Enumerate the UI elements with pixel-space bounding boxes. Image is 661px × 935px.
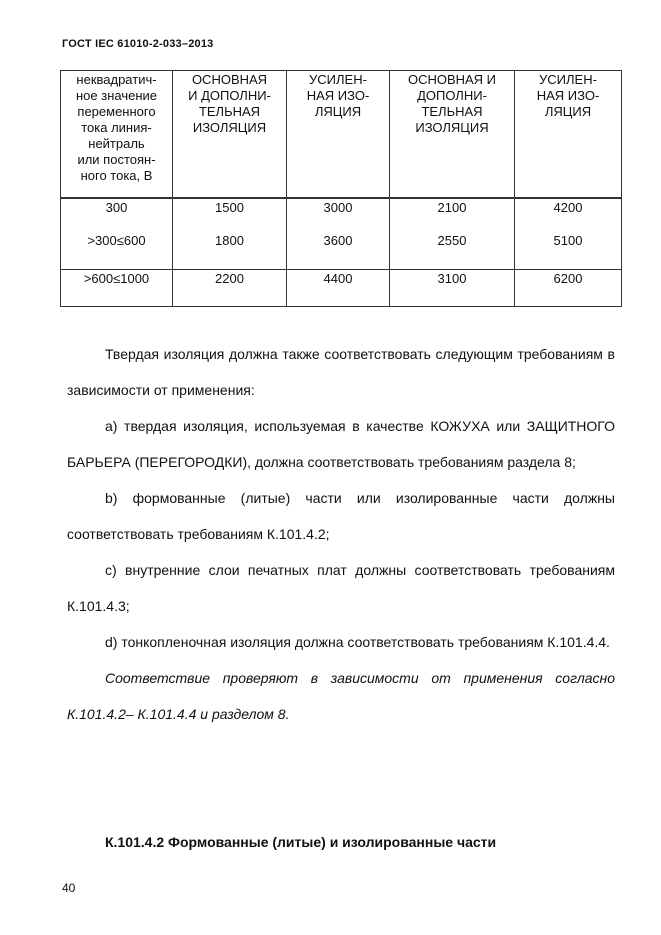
header-line: ОСНОВНАЯ И — [407, 72, 497, 87]
header-line: ное значение — [75, 88, 157, 103]
header-line: НАЯ ИЗО- — [536, 88, 600, 103]
header-line: ЛЯЦИЯ — [314, 104, 362, 119]
page-number: 40 — [62, 881, 76, 895]
table-cell: >300≤600 — [61, 232, 173, 270]
header-line: переменного — [77, 104, 156, 119]
table-cell: 3100 — [390, 270, 515, 307]
header-line: УСИЛЕН- — [309, 72, 367, 87]
table-cell: 2550 — [390, 232, 515, 270]
compliance-note: Соответствие проверяют в зависимости от применения согласно К.101.4.2– К.101.4.4 и разделом 8. — [67, 670, 615, 722]
column-header-basic-supplementary-1 — [173, 71, 287, 199]
header-line: ЛЯЦИЯ — [544, 104, 592, 119]
table-cell: 1800 — [173, 232, 287, 270]
table-cell: 1500 — [173, 198, 287, 232]
header-line: ОСНОВНАЯ — [191, 72, 268, 87]
header-line: ного тока, В — [80, 168, 153, 183]
table-row — [61, 198, 622, 232]
table-row — [61, 270, 622, 307]
header-line: ТЕЛЬНАЯ — [421, 104, 483, 119]
header-line: И ДОПОЛНИ- — [188, 88, 271, 103]
column-header-reinforced-1 — [287, 71, 390, 199]
paragraph-intro: Твердая изоляция должна также соответствовать следующим требованиям в зависимости от применения: — [67, 346, 615, 398]
table-cell: >600≤1000 — [61, 270, 173, 307]
list-item-a: a) твердая изоляция, используемая в качестве КОЖУХА или ЗАЩИТНОГО БАРЬЕРА (ПЕРЕГОРОДКИ), должна соответствовать требованиям раздела 8; — [67, 418, 615, 470]
table-cell: 5100 — [515, 232, 622, 270]
table-header-row — [61, 71, 622, 199]
list-item-d: d) тонкопленочная изоляция должна соответствовать требованиям К.101.4.4. — [105, 634, 610, 650]
header-line: УСИЛЕН- — [539, 72, 597, 87]
header-line: неквадратич- — [76, 72, 157, 87]
voltage-table — [60, 70, 622, 307]
column-header-reinforced-2 — [515, 71, 622, 199]
table-cell: 4200 — [515, 198, 622, 232]
header-line: тока линия- — [81, 120, 152, 135]
header-line: ИЗОЛЯЦИЯ — [415, 120, 489, 135]
header-line: нейтраль — [88, 136, 145, 151]
table-cell: 3600 — [287, 232, 390, 270]
table-cell: 6200 — [515, 270, 622, 307]
column-header-basic-supplementary-2 — [390, 71, 515, 199]
table-cell: 300 — [61, 198, 173, 232]
table-cell: 3000 — [287, 198, 390, 232]
document-header: ГОСТ IEC 61010-2-033–2013 — [62, 38, 214, 50]
header-line: ТЕЛЬНАЯ — [198, 104, 261, 119]
header-line: или постоян- — [77, 152, 156, 167]
table-cell: 2200 — [173, 270, 287, 307]
header-line: ДОПОЛНИ- — [417, 88, 487, 103]
list-item-b: b) формованные (литые) части или изолированные части должны соответствовать требованиям К.101.4.2; — [67, 490, 615, 542]
header-line: НАЯ ИЗО- — [306, 88, 370, 103]
table-cell: 2100 — [390, 198, 515, 232]
list-item-c: c) внутренние слои печатных плат должны соответствовать требованиям К.101.4.3; — [67, 562, 615, 614]
section-heading: К.101.4.2 Формованные (литые) и изолированные части — [105, 834, 497, 850]
column-header-voltage — [61, 71, 173, 199]
table-row — [61, 232, 622, 270]
table-cell: 4400 — [287, 270, 390, 307]
header-line: ИЗОЛЯЦИЯ — [192, 120, 267, 135]
body-text — [67, 336, 615, 732]
